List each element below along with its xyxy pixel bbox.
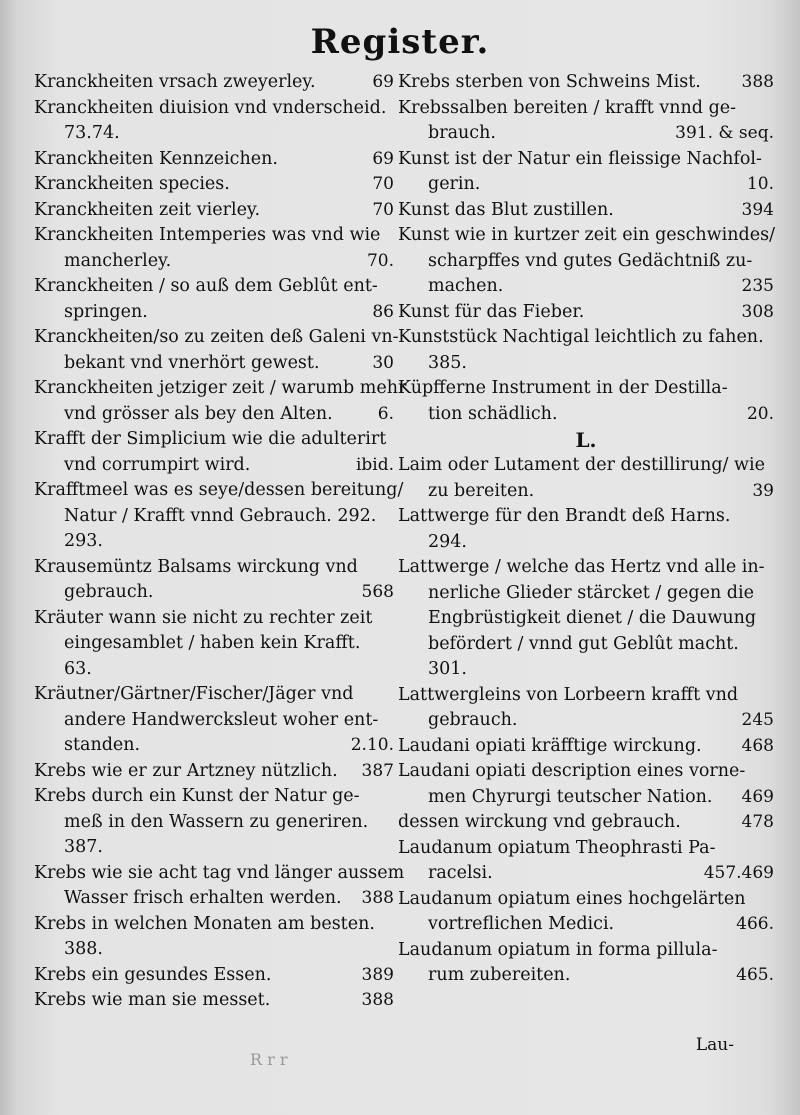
page-reference: 391. & seq.: [675, 123, 774, 143]
page-reference: 394: [741, 199, 774, 220]
entry-line: [398, 147, 774, 173]
page-reference: 387: [361, 760, 394, 781]
entry-text: befördert / vnnd gut Geblût macht.: [428, 633, 739, 654]
entry-text: Kunst das Blut zustillen.: [398, 199, 614, 220]
page-reference: 245: [741, 710, 774, 730]
entry-text: standen.: [64, 735, 141, 755]
entry-text: 294.: [428, 531, 467, 552]
entry-text: Krebs wie man sie messet.: [34, 990, 271, 1010]
page-reference: 388: [741, 72, 774, 92]
entry-text: mancherley.: [64, 250, 172, 271]
page-reference: 469: [741, 786, 774, 807]
right-column: [398, 70, 774, 989]
entry-text: 388.: [64, 939, 103, 959]
entry-line: [34, 504, 394, 530]
entry-text: Krausemüntz Balsams wirckung vnd: [34, 556, 358, 577]
entry-line: [34, 555, 394, 581]
entry-text: Krafftmeel was es seye/dessen bereitung/: [34, 480, 404, 500]
page-reference: 86: [372, 301, 394, 322]
index-entry: [398, 555, 774, 683]
entry-text: vnd grösser als bey den Alten.: [64, 403, 333, 424]
entry-line: [398, 504, 774, 530]
entry-line: [398, 810, 774, 836]
index-entry: [398, 683, 774, 734]
page-reference: 457.469: [703, 863, 774, 883]
page-reference: 235: [741, 276, 774, 296]
entry-line: [34, 147, 394, 173]
page-reference: 308: [741, 301, 774, 322]
entry-text: Kranckheiten zeit vierley.: [34, 199, 261, 220]
page-reference: 468: [741, 735, 774, 756]
entry-line: [34, 96, 394, 122]
entry-text: Krebs wie er zur Artzney nützlich.: [34, 760, 338, 781]
page-reference: 6.: [377, 403, 394, 424]
entry-line: [398, 351, 774, 377]
entry-text: 293.: [64, 531, 103, 551]
index-entry: [34, 478, 404, 555]
entry-text: Kunst ist der Natur ein fleissige Nachfol-: [398, 148, 762, 169]
index-entry: [398, 810, 774, 836]
index-entry: [34, 172, 394, 198]
index-entry: [398, 70, 774, 96]
entry-line: [34, 427, 394, 453]
entry-text: men Chyrurgi teutscher Nation.: [428, 786, 713, 807]
entry-text: 301.: [428, 659, 467, 679]
entry-text: Kranckheiten Intemperies was vnd wie: [34, 225, 381, 245]
left-column: [34, 70, 407, 1014]
entry-text: bekant vnd vnerhört gewest.: [64, 352, 320, 373]
index-entry: [398, 376, 774, 427]
entry-line: [398, 121, 774, 147]
entry-line: [398, 963, 774, 989]
entry-line: [34, 478, 404, 504]
entry-text: gebrauch.: [428, 710, 518, 730]
entry-text: Natur / Krafft vnnd Gebrauch. 292.: [64, 505, 377, 526]
entry-line: [34, 606, 394, 632]
entry-line: [34, 988, 394, 1014]
entry-text: Kräutner/Gärtner/Fischer/Jäger vnd: [34, 684, 354, 704]
entry-line: [34, 198, 394, 224]
entry-text: Laudani opiati kräfftige wirckung.: [398, 735, 702, 756]
page-reference: 39: [752, 480, 774, 501]
entry-text: gebrauch.: [64, 582, 154, 602]
page-reference: 70: [372, 174, 394, 194]
entry-text: 73.74.: [64, 123, 120, 143]
entry-line: [34, 402, 394, 428]
index-entry: [34, 376, 407, 427]
index-entry: [398, 734, 774, 760]
page-reference: 389: [361, 964, 394, 985]
entry-line: [398, 300, 774, 326]
entry-line: [398, 734, 774, 760]
index-entry: [398, 325, 774, 376]
entry-text: scharpffes vnd gutes Gedächtniß zu-: [428, 250, 753, 271]
entry-line: [34, 580, 394, 606]
entry-line: [398, 453, 774, 479]
entry-text: Kranckheiten jetziger zeit / warumb mehr: [34, 378, 407, 398]
entry-line: [398, 530, 774, 556]
index-entry: [398, 96, 774, 147]
entry-text: Laim oder Lutament der destillirung/ wie: [398, 455, 765, 475]
entry-text: tion schädlich.: [428, 403, 558, 424]
entry-text: Krebssalben bereiten / krafft vnnd ge-: [398, 97, 737, 118]
index-entry: [398, 223, 774, 300]
entry-text: springen.: [64, 301, 148, 322]
index-entry: [34, 784, 394, 861]
entry-text: Kunststück Nachtigal leichtlich zu fahen.: [398, 327, 764, 347]
page-reference: 388: [361, 888, 394, 908]
page-reference: 466.: [736, 914, 774, 934]
entry-text: racelsi.: [428, 863, 493, 883]
entry-text: Kunst wie in kurtzer zeit ein geschwindes/: [398, 225, 775, 245]
page-reference: 388: [361, 990, 394, 1010]
page-reference: 70: [372, 199, 394, 220]
entry-text: eingesamblet / haben kein Krafft.: [64, 633, 361, 653]
entry-text: 387.: [64, 837, 103, 857]
entry-text: Krebs in welchen Monaten am besten.: [34, 913, 375, 934]
entry-line: [34, 351, 394, 377]
entry-line: [398, 198, 774, 224]
entry-line: [398, 274, 774, 300]
entry-text: gerin.: [428, 174, 481, 194]
index-entry: [34, 96, 394, 147]
entry-text: Lattwerge / welche das Hertz vnd alle in-: [398, 557, 765, 577]
index-entry: [398, 938, 774, 989]
entry-text: Kranckheiten diuision vnd vnderscheid.: [34, 97, 387, 118]
entry-line: [398, 70, 774, 96]
signature-mark: R r r: [250, 1050, 288, 1069]
catchword: Lau-: [695, 1035, 734, 1055]
entry-text: Krebs wie sie acht tag vnd länger aussem: [34, 862, 405, 883]
index-entry: [34, 759, 394, 785]
entry-text: meß in den Wassern zu generiren.: [64, 811, 369, 832]
index-entry: [398, 147, 774, 198]
entry-text: brauch.: [428, 123, 496, 143]
entry-line: [34, 249, 394, 275]
entry-line: [34, 708, 394, 734]
section-letter-heading: L.: [575, 428, 597, 452]
entry-line: [34, 937, 394, 963]
page-reference: 69: [372, 72, 394, 92]
entry-line: [34, 810, 394, 836]
page-reference: 10.: [746, 174, 774, 194]
index-entry: [34, 147, 394, 173]
entry-text: Kranckheiten vrsach zweyerley.: [34, 72, 316, 92]
page-reference: 70.: [366, 250, 394, 271]
entry-line: [398, 172, 774, 198]
entry-line: [34, 912, 394, 938]
index-entry: [34, 274, 394, 325]
entry-text: Laudanum opiatum Theophrasti Pa-: [398, 837, 716, 858]
entry-text: Kranckheiten Kennzeichen.: [34, 148, 278, 169]
entry-text: Lattwerge für den Brandt deß Harns.: [398, 506, 731, 526]
entry-line: [34, 861, 405, 887]
entry-line: [34, 657, 394, 683]
entry-text: Laudani opiati description eines vorne-: [398, 761, 746, 781]
entry-text: zu bereiten.: [428, 480, 535, 501]
page-reference: 568: [361, 582, 394, 602]
entry-line: [398, 96, 774, 122]
entry-text: Kranckheiten/so zu zeiten deß Galeni vn-: [34, 327, 399, 347]
entry-line: [34, 325, 399, 351]
entry-text: Wasser frisch erhalten werden.: [64, 888, 342, 908]
entry-line: [34, 70, 394, 96]
entry-line: [34, 376, 407, 402]
entry-text: andere Handwercksleut woher ent-: [64, 709, 379, 730]
page-reference: 465.: [736, 965, 774, 985]
entry-line: [34, 682, 394, 708]
entry-text: machen.: [428, 276, 504, 296]
entry-text: vortreflichen Medici.: [428, 914, 615, 934]
entry-line: [398, 912, 774, 938]
index-entry: [34, 223, 394, 274]
index-entry: [398, 504, 774, 555]
index-entry: [34, 427, 394, 478]
index-entry: [34, 861, 405, 912]
index-entry: [34, 988, 394, 1014]
entry-text: Krebs ein gesundes Essen.: [34, 964, 272, 985]
entry-text: 385.: [428, 352, 467, 373]
entry-line: [34, 759, 394, 785]
index-entry: [34, 912, 394, 963]
entry-line: [34, 835, 394, 861]
index-entry: [398, 759, 774, 810]
entry-line: [398, 785, 774, 811]
entry-line: [398, 606, 774, 632]
index-entry: [34, 555, 394, 606]
entry-text: Kräuter wann sie nicht zu rechter zeit: [34, 607, 373, 628]
entry-line: [34, 172, 394, 198]
index-entry: [34, 325, 399, 376]
entry-text: Kranckheiten species.: [34, 174, 230, 194]
entry-line: [34, 274, 394, 300]
entry-text: Krebs durch ein Kunst der Natur ge-: [34, 786, 360, 806]
index-entry: [34, 70, 394, 96]
entry-line: [398, 249, 774, 275]
entry-line: [398, 223, 774, 249]
index-entry: [398, 300, 774, 326]
index-entry: [34, 606, 394, 683]
entry-line: [398, 632, 774, 658]
entry-line: [34, 733, 394, 759]
entry-text: rum zubereiten.: [428, 965, 571, 985]
page-reference: 69: [372, 148, 394, 169]
entry-text: Krafft der Simplicium wie die adulterirt: [34, 429, 387, 449]
entry-text: Engbrüstigkeit dienet / die Dauwung: [428, 608, 757, 628]
entry-text: nerliche Glieder stärcket / gegen die: [428, 582, 754, 603]
entry-text: Kranckheiten / so auß dem Geblût ent-: [34, 276, 378, 296]
entry-text: Lattwergleins von Lorbeern krafft vnd: [398, 684, 739, 705]
entry-line: [398, 325, 774, 351]
entry-text: Laudanum opiatum eines hochgelärten: [398, 888, 746, 909]
page-title: Register.: [310, 22, 490, 62]
entry-text: Laudanum opiatum in forma pillula-: [398, 939, 718, 960]
index-entry: [398, 887, 774, 938]
entry-text: dessen wirckung vnd gebrauch.: [398, 812, 681, 832]
entry-line: [398, 402, 774, 428]
entry-line: [398, 683, 774, 709]
entry-line: [398, 708, 774, 734]
entry-line: [34, 963, 394, 989]
page-reference: 20.: [746, 403, 774, 424]
page-reference: 478: [741, 812, 774, 832]
page-reference: 2.10.: [350, 735, 394, 755]
entry-line: [34, 529, 394, 555]
entry-line: [34, 631, 394, 657]
entry-text: Krebs sterben von Schweins Mist.: [398, 72, 701, 92]
index-entry: [34, 682, 394, 759]
entry-line: [34, 121, 394, 147]
entry-text: vnd corrumpirt wird.: [64, 454, 251, 475]
entry-line: [398, 376, 774, 402]
index-entry: [398, 453, 774, 504]
entry-text: Kunst für das Fieber.: [398, 301, 585, 322]
entry-line: [34, 784, 394, 810]
entry-line: [398, 479, 774, 505]
index-entry: [34, 963, 394, 989]
entry-line: [34, 453, 394, 479]
entry-line: [398, 581, 774, 607]
index-entry: [398, 198, 774, 224]
entry-line: [398, 657, 774, 683]
page-reference: ibid.: [355, 454, 394, 475]
entry-text: 63.: [64, 658, 92, 679]
entry-text: Küpfferne Instrument in der Destilla-: [398, 378, 728, 398]
entry-line: [398, 555, 774, 581]
entry-line: [398, 759, 774, 785]
entry-line: [34, 300, 394, 326]
entry-line: [398, 887, 774, 913]
page-reference: 30: [372, 352, 394, 373]
entry-line: [398, 938, 774, 964]
index-entry: [34, 198, 394, 224]
entry-line: [34, 886, 394, 912]
entry-line: [398, 861, 774, 887]
index-entry: [398, 836, 774, 887]
entry-line: [398, 836, 774, 862]
entry-line: [34, 223, 394, 249]
